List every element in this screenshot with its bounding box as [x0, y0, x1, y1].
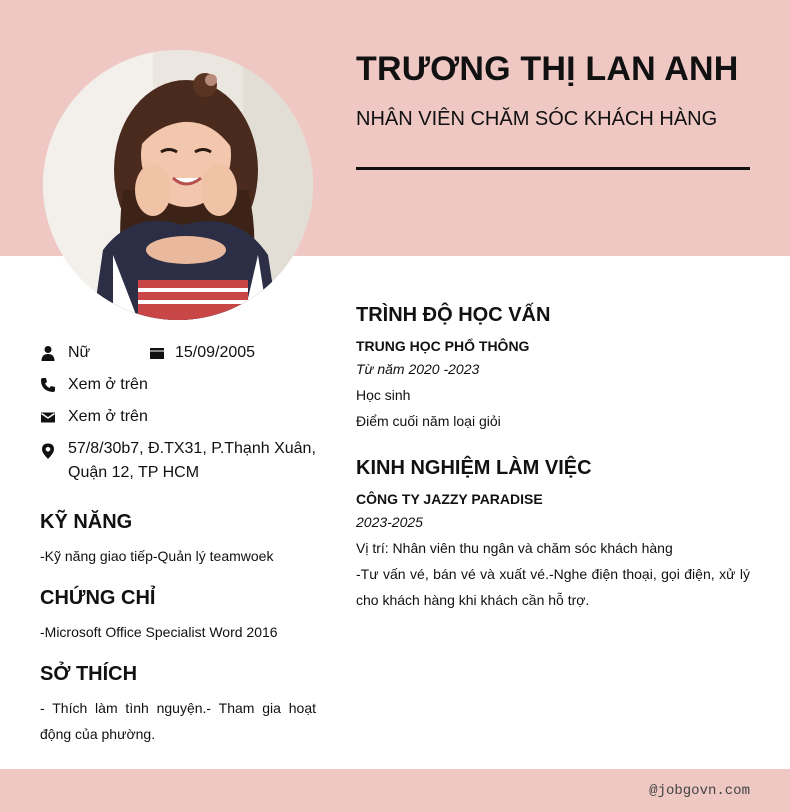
experience-company: CÔNG TY JAZZY PARADISE: [356, 491, 543, 507]
email-text: Xem ở trên: [68, 408, 148, 425]
contact-phone: [40, 373, 240, 397]
education-heading: TRÌNH ĐỘ HỌC VẤN: [356, 304, 551, 326]
contact-gender: [40, 341, 150, 365]
candidate-name: TRƯƠNG THỊ LAN ANH: [356, 50, 739, 88]
education-line-2: Điểm cuối năm loại giỏi: [356, 413, 501, 429]
mail-icon: [40, 409, 56, 425]
experience-period: 2023-2025: [356, 514, 423, 530]
skills-text: -Kỹ năng giao tiếp-Quản lý teamwoek: [40, 548, 274, 564]
experience-duties: -Tư vấn vé, bán vé và xuất vé.-Nghe điện thoại, gọi điện, xử lý cho khách hàng khi khách cần hỗ trợ.: [356, 566, 750, 608]
gender-text: Nữ: [68, 344, 91, 361]
experience-position: Vị trí: Nhân viên thu ngân và chăm sóc khách hàng: [356, 540, 673, 556]
location-pin-icon: [40, 442, 56, 460]
education-school: TRUNG HỌC PHỔ THÔNG: [356, 338, 530, 354]
phone-text: Xem ở trên: [68, 376, 148, 393]
education-line-1: Học sinh: [356, 387, 411, 403]
job-title: NHÂN VIÊN CHĂM SÓC KHÁCH HÀNG: [356, 108, 718, 130]
phone-icon: [40, 377, 56, 393]
profile-photo: [43, 50, 313, 320]
certificates-heading: CHỨNG CHỈ: [40, 587, 156, 609]
title-divider: [356, 167, 750, 170]
skills-heading: KỸ NĂNG: [40, 511, 133, 533]
watermark-text: @jobgovn.com: [649, 783, 750, 799]
hobbies-text: - Thích làm tình nguyện.- Tham gia hoạt động của phường.: [40, 700, 316, 742]
person-icon: [40, 345, 56, 361]
experience-heading: KINH NGHIỆM LÀM VIỆC: [356, 457, 592, 479]
contact-address: [40, 437, 330, 485]
education-period: Từ năm 2020 -2023: [356, 361, 480, 377]
calendar-icon: [149, 345, 165, 361]
contact-birthdate: [149, 341, 289, 365]
birthdate-text: 15/09/2005: [175, 344, 256, 361]
contact-email: [40, 405, 240, 429]
address-line-2: Quận 12, TP HCM: [68, 464, 200, 481]
address-line-1: 57/8/30b7, Đ.TX31, P.Thạnh Xuân,: [68, 440, 316, 457]
certificates-text: -Microsoft Office Specialist Word 2016: [40, 624, 278, 640]
hobbies-heading: SỞ THÍCH: [40, 663, 138, 685]
